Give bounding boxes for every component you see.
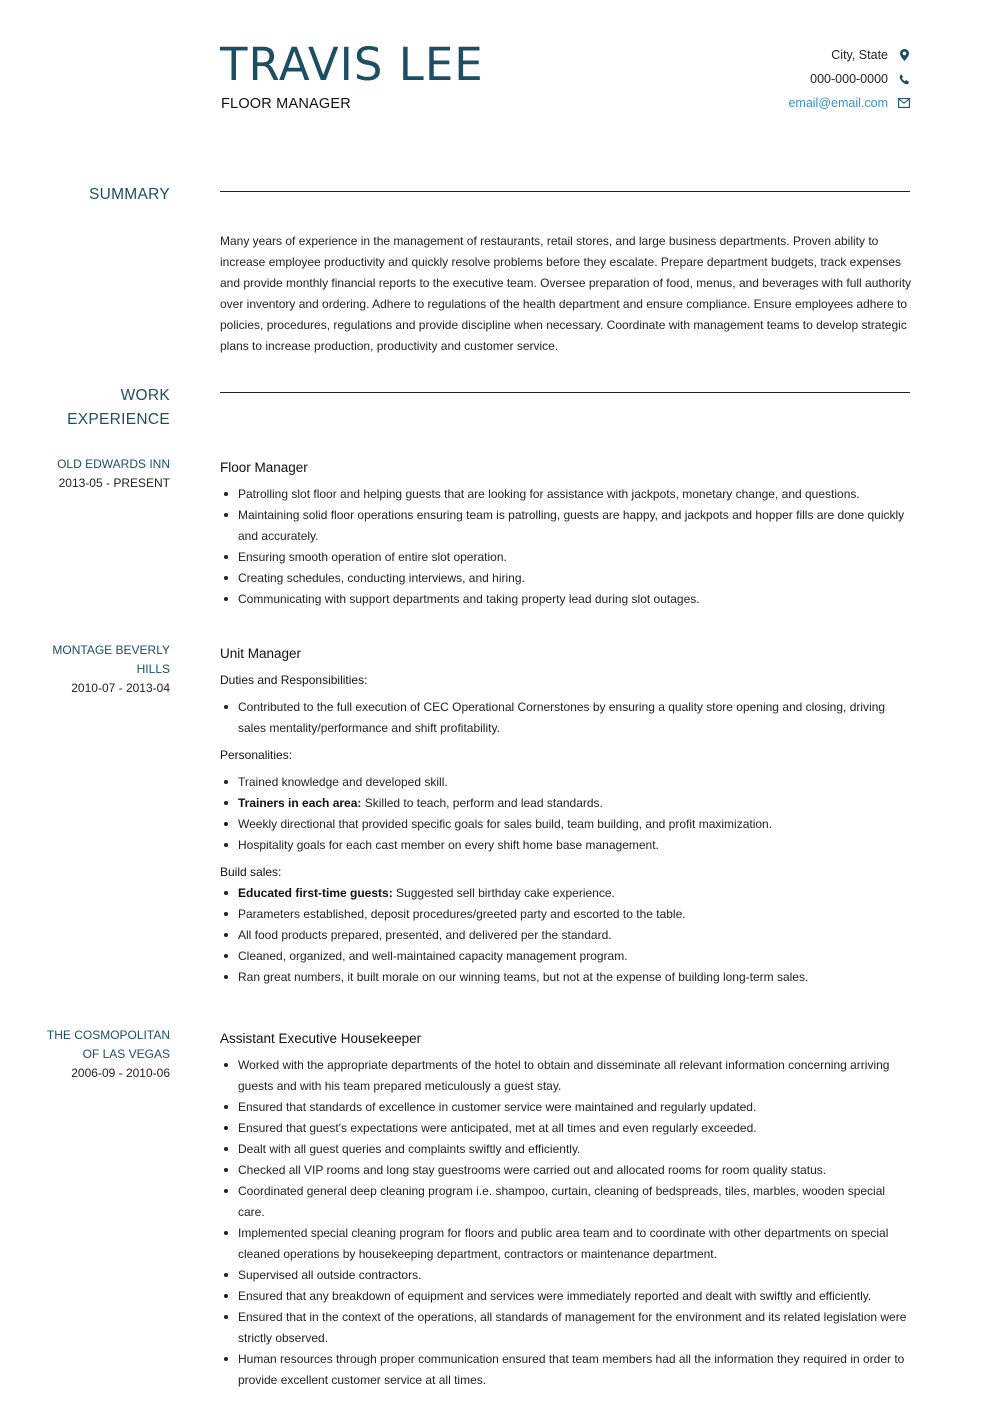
job-3-bullets — [220, 1055, 912, 1391]
job-1-meta — [10, 455, 170, 493]
phone-icon — [898, 74, 910, 85]
experience-heading — [20, 384, 170, 432]
job-dates: 2010-07 - 2013-04 — [71, 681, 170, 695]
job-dates: 2013-05 - PRESENT — [58, 476, 170, 490]
list-item: Trained knowledge and developed skill. — [220, 772, 912, 793]
company-name: OLD EDWARDS INN — [57, 457, 170, 471]
list-item: Coordinated general deep cleaning program i.e. shampoo, curtain, cleaning of bedspreads, tiles, marbles, wooden special care. — [220, 1181, 912, 1223]
job-1-bullets — [220, 484, 912, 610]
list-item: Dealt with all guest queries and complaints swiftly and efficiently. — [220, 1139, 912, 1160]
list-item: Ensuring smooth operation of entire slot operation. — [220, 547, 912, 568]
item-text: Suggested sell birthday cake experience. — [396, 886, 615, 900]
list-item: Supervised all outside contractors. — [220, 1265, 912, 1286]
item-text: Skilled to teach, perform and lead standards. — [364, 796, 603, 810]
job-2-details — [220, 645, 912, 988]
bold-prefix: Trainers in each area: — [238, 796, 362, 810]
envelope-icon — [898, 98, 910, 108]
list-item: Creating schedules, conducting interviews, and hiring. — [220, 568, 912, 589]
job-title: Floor Manager — [220, 460, 308, 475]
job-3-details — [220, 1030, 912, 1391]
list-item: Ensured that in the context of the operations, all standards of management for the environment and its related legislation were strictly observed. — [220, 1307, 912, 1349]
contact-block — [788, 43, 910, 115]
list-item: Ran great numbers, it built morale on our winning teams, but not at the expense of building long-term sales. — [220, 967, 912, 988]
experience-divider — [220, 392, 910, 393]
personalities-label: Personalities: — [220, 748, 293, 762]
company-name-line1: THE COSMOPOLITAN — [46, 1028, 170, 1042]
list-item: Cleaned, organized, and well-maintained capacity management program. — [220, 946, 912, 967]
experience-heading-line2: EXPERIENCE — [67, 411, 170, 428]
location-text: City, State — [831, 48, 888, 62]
list-item: Ensured that any breakdown of equipment and services were immediately reported and dealt with swiftly and efficiently. — [220, 1286, 912, 1307]
contact-email[interactable] — [788, 91, 910, 115]
summary-text: Many years of experience in the management of restaurants, retail stores, and large business departments. Proven ability to increase employee productivity and quickly resolve problems before they escalate. Prepare department budgets, track expenses and provide monthly financial reports to the executive team. Oversee preparation of food, menus, and beverages with full authority over inventory and ordering. Adhere to regulations of the health department and ensure compliance. Ensure employees adhere to policies, procedures, regulations and provide discipline when necessary. Coordinate with management teams to develop strategic plans to increase production, productivity and customer service. — [220, 234, 912, 353]
build-sales-list — [220, 883, 912, 988]
job-1-details — [220, 459, 912, 610]
personalities-list — [220, 772, 912, 856]
list-item: Maintaining solid floor operations ensuring team is patrolling, guests are happy, and jackpots and hopper fills are done quickly and accurately. — [220, 505, 912, 547]
contact-location — [788, 43, 910, 67]
list-item: Hospitality goals for each cast member on every shift home base management. — [220, 835, 912, 856]
list-item — [220, 883, 912, 904]
contact-phone — [788, 67, 910, 91]
bold-prefix: Educated first-time guests: — [238, 886, 393, 900]
list-item: Communicating with support departments and taking property lead during slot outages. — [220, 589, 912, 610]
list-item: Checked all VIP rooms and long stay guestrooms were carried out and allocated rooms for room quality status. — [220, 1160, 912, 1181]
candidate-name: TRAVIS LEE — [220, 38, 484, 91]
list-item: Worked with the appropriate departments of the hotel to obtain and disseminate all relevant information concerning arriving guests and with his team prepared meticulously a guest stay. — [220, 1055, 912, 1097]
job-title: Assistant Executive Housekeeper — [220, 1031, 422, 1046]
company-name-line2: OF LAS VEGAS — [82, 1047, 170, 1061]
job-dates: 2006-09 - 2010-06 — [71, 1066, 170, 1080]
summary-divider — [220, 191, 910, 192]
list-item: Human resources through proper communication ensured that team members had all the information they required in order to provide excellent customer service at all times. — [220, 1349, 912, 1391]
experience-heading-line1: WORK — [120, 387, 170, 404]
job-2-meta — [10, 641, 170, 698]
duties-list — [220, 697, 912, 739]
build-sales-label: Build sales: — [220, 865, 282, 879]
job-3-meta — [10, 1026, 170, 1083]
phone-text: 000-000-0000 — [810, 72, 888, 86]
company-name-line1: MONTAGE BEVERLY — [52, 643, 170, 657]
list-item: Weekly directional that provided specific goals for sales build, team building, and profit maximization. — [220, 814, 912, 835]
duties-label: Duties and Responsibilities: — [220, 673, 368, 687]
job-role: FLOOR MANAGER — [221, 96, 351, 112]
list-item: Patrolling slot floor and helping guests that are looking for assistance with jackpots, monetary change, and questions. — [220, 484, 912, 505]
list-item: Contributed to the full execution of CEC Operational Cornerstones by ensuring a quality store opening and closing, driving sales mentality/performance and shift profitability. — [220, 697, 912, 739]
summary-heading: SUMMARY — [88, 186, 170, 203]
email-link[interactable]: email@email.com — [788, 96, 888, 110]
list-item — [220, 793, 912, 814]
list-item: All food products prepared, presented, and delivered per the standard. — [220, 925, 912, 946]
company-name-line2: HILLS — [136, 662, 170, 676]
location-pin-icon — [898, 49, 910, 61]
list-item: Ensured that standards of excellence in customer service were maintained and regularly updated. — [220, 1097, 912, 1118]
list-item: Ensured that guest's expectations were anticipated, met at all times and even regularly exceeded. — [220, 1118, 912, 1139]
job-title: Unit Manager — [220, 646, 302, 661]
list-item: Parameters established, deposit procedures/greeted party and escorted to the table. — [220, 904, 912, 925]
list-item: Implemented special cleaning program for floors and public area team and to coordinate with other departments on special cleaned operations by housekeeping department, contractors or maintenance department. — [220, 1223, 912, 1265]
